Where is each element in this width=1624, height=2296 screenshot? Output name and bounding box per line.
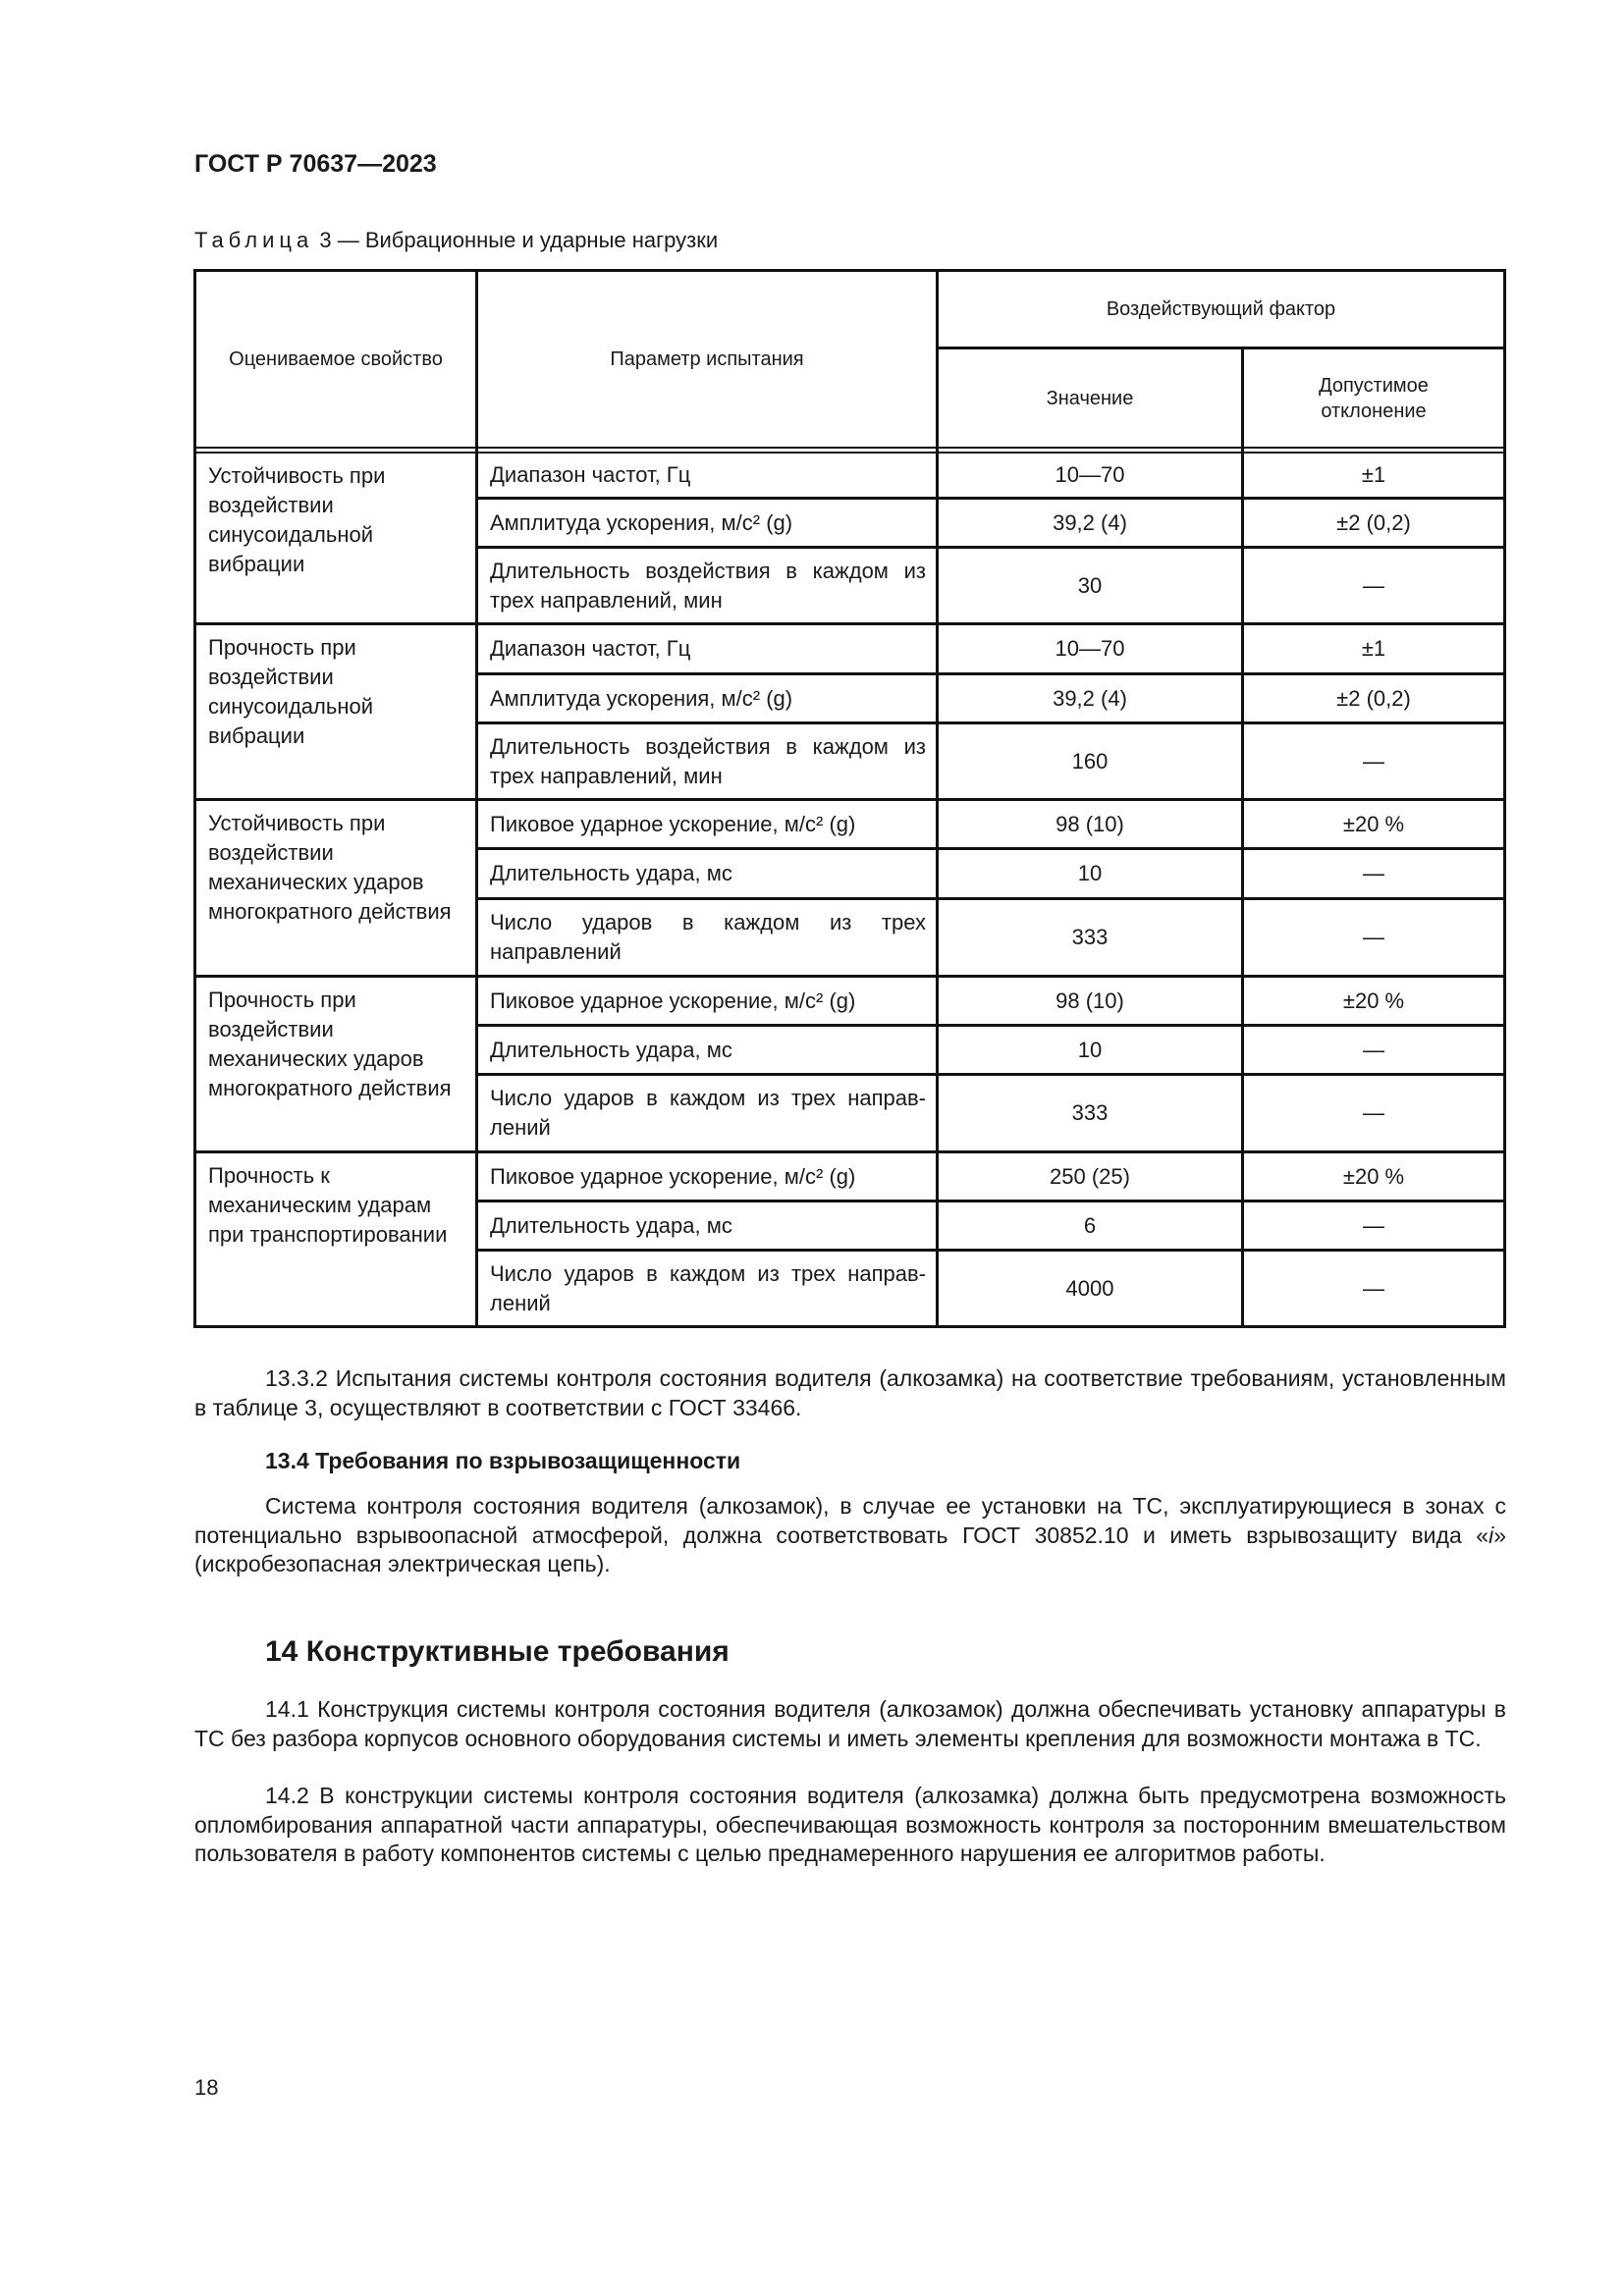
row-value: 39,2 (4) [1053,509,1127,535]
row-tolerance: ±2 (0,2) [1336,685,1411,711]
paragraph-14-1 [194,1695,1506,1753]
row-parameter-text: Число ударов в каждом из трех направлений [490,910,926,964]
row-tolerance: ±2 (0,2) [1336,509,1411,535]
header-tolerance: Допустимое отклонение [1319,374,1429,422]
row-parameter [478,1252,936,1325]
paragraph-13-4 [194,1492,1506,1579]
header-property: Оцениваемое свойство [229,348,443,370]
row-parameter [478,900,936,975]
row-tolerance: ±20 % [1342,988,1405,1013]
row-parameter: Пиковое ударное ускорение, м/с² (g) [490,811,856,836]
row-tolerance: — [1363,748,1384,774]
group-property: Устойчивость при воздействии синусоидальной вибрации [208,463,386,576]
paragraph-text: » (искробезопасная электрическая цепь). [194,1522,1506,1576]
page-number: 18 [194,2075,219,2100]
row-tolerance: — [1363,925,1384,949]
row-parameter-text: Длительность воздействия в каждом из трех направлений, мин [490,733,926,788]
table-caption [194,228,718,253]
row-tolerance: — [1363,861,1384,885]
row-parameter: Длительность удара, мс [490,1212,732,1238]
paragraph-text: 14.2 В конструкции системы контроля состояния водителя (алкозамка) должна быть предусмотрена возможность опломбирования аппаратной части аппаратуры, обеспечивающая возможность контроля за посторонним вмешательством пользователя в работу компонентов системы с целью преднамеренного нарушения ее алгоритмов работы. [194,1783,1506,1866]
row-value: 10—70 [1055,636,1125,661]
row-parameter: Амплитуда ускорения, м/с² (g) [490,509,793,535]
row-tolerance: — [1363,572,1384,598]
row-tolerance: ±20 % [1342,811,1405,836]
row-tolerance: ±1 [1361,636,1386,661]
header-parameter: Параметр испытания [610,348,804,370]
row-value: 98 (10) [1056,811,1124,836]
row-parameter: Пиковое ударное ускорение, м/с² (g) [490,1163,856,1189]
vibration-shock-table [193,269,1506,1328]
row-tolerance: — [1363,1212,1384,1238]
row-parameter [478,1076,936,1150]
row-value: 10—70 [1055,462,1125,487]
table-caption-prefix: Таблица [194,228,314,252]
table-border-bottom [193,1325,1506,1328]
row-value: 250 (25) [1050,1163,1130,1189]
row-value: 4000 [1065,1275,1114,1301]
row-tolerance: ±20 % [1342,1163,1405,1189]
row-parameter: Пиковое ударное ускорение, м/с² (g) [490,988,856,1013]
row-parameter: Длительность удара, мс [490,1037,732,1062]
row-value: 6 [1083,1212,1097,1238]
row-parameter [478,724,936,798]
group-property: Прочность при воздействии синусоидальной вибрации [208,635,374,748]
group-property: Прочность при воздействии механических ударов многократного действия [208,988,452,1100]
paragraph-14-2 [194,1782,1506,1869]
row-value: 333 [1071,1100,1109,1125]
row-value: 333 [1071,925,1109,949]
row-tolerance: ±1 [1361,462,1386,487]
row-value: 160 [1071,748,1109,774]
header-divider [193,447,1506,449]
row-value: 39,2 (4) [1053,685,1127,711]
row-value: 98 (10) [1056,988,1124,1013]
row-tolerance: — [1363,1037,1384,1062]
paragraph-text: 14.1 Конструкция системы контроля состояния водителя (алкозамок) должна обеспечивать установку аппаратуры в ТС без разбора корпусов основного оборудования системы и иметь элементы крепления для возможности монтажа в ТС. [194,1696,1506,1751]
row-value: 10 [1077,861,1103,885]
row-parameter-text: Число ударов в каждом из трех направ-лений [490,1260,926,1315]
group-property: Устойчивость при воздействии механических ударов многократного действия [208,811,452,924]
row-parameter: Амплитуда ускорения, м/с² (g) [490,685,793,711]
explosion-protection-type: i [1489,1522,1494,1548]
header-factor: Воздействующий фактор [1106,298,1336,320]
row-parameter-text: Длительность воздействия в каждом из трех направлений, мин [490,558,926,613]
document-code: ГОСТ Р 70637—2023 [194,150,437,178]
row-tolerance: — [1363,1275,1384,1301]
paragraph-text: Система контроля состояния водителя (алкозамок), в случае ее установки на ТС, эксплуатирующиеся в зонах с потенциально взрывоопасной атмосферой, должна соответствовать ГОСТ 30852.10 и иметь взрывозащиту вида « [194,1493,1506,1548]
row-parameter: Диапазон частот, Гц [490,462,691,487]
paragraph-13-3-2 [194,1364,1506,1422]
row-parameter: Диапазон частот, Гц [490,636,691,661]
header-value: Значение [1046,387,1134,409]
row-tolerance: — [1363,1100,1384,1125]
group-property: Прочность к механическим ударам при транспортировании [208,1163,448,1247]
row-value: 30 [1077,572,1103,598]
row-parameter: Длительность удара, мс [490,861,732,885]
paragraph-text: 13.3.2 Испытания системы контроля состояния водителя (алкозамка) на соответствие требованиям, установленным в таблице 3, осуществляют в соответствии с ГОСТ 33466. [194,1365,1506,1420]
heading-section-14: 14 Конструктивные требования [265,1635,730,1668]
row-parameter-text: Число ударов в каждом из трех направ-лений [490,1086,926,1140]
row-value: 10 [1077,1037,1103,1062]
heading-13-4: 13.4 Требования по взрывозащищенности [265,1448,741,1473]
table-caption-title: 3 — Вибрационные и ударные нагрузки [313,228,719,252]
row-parameter [478,549,936,622]
